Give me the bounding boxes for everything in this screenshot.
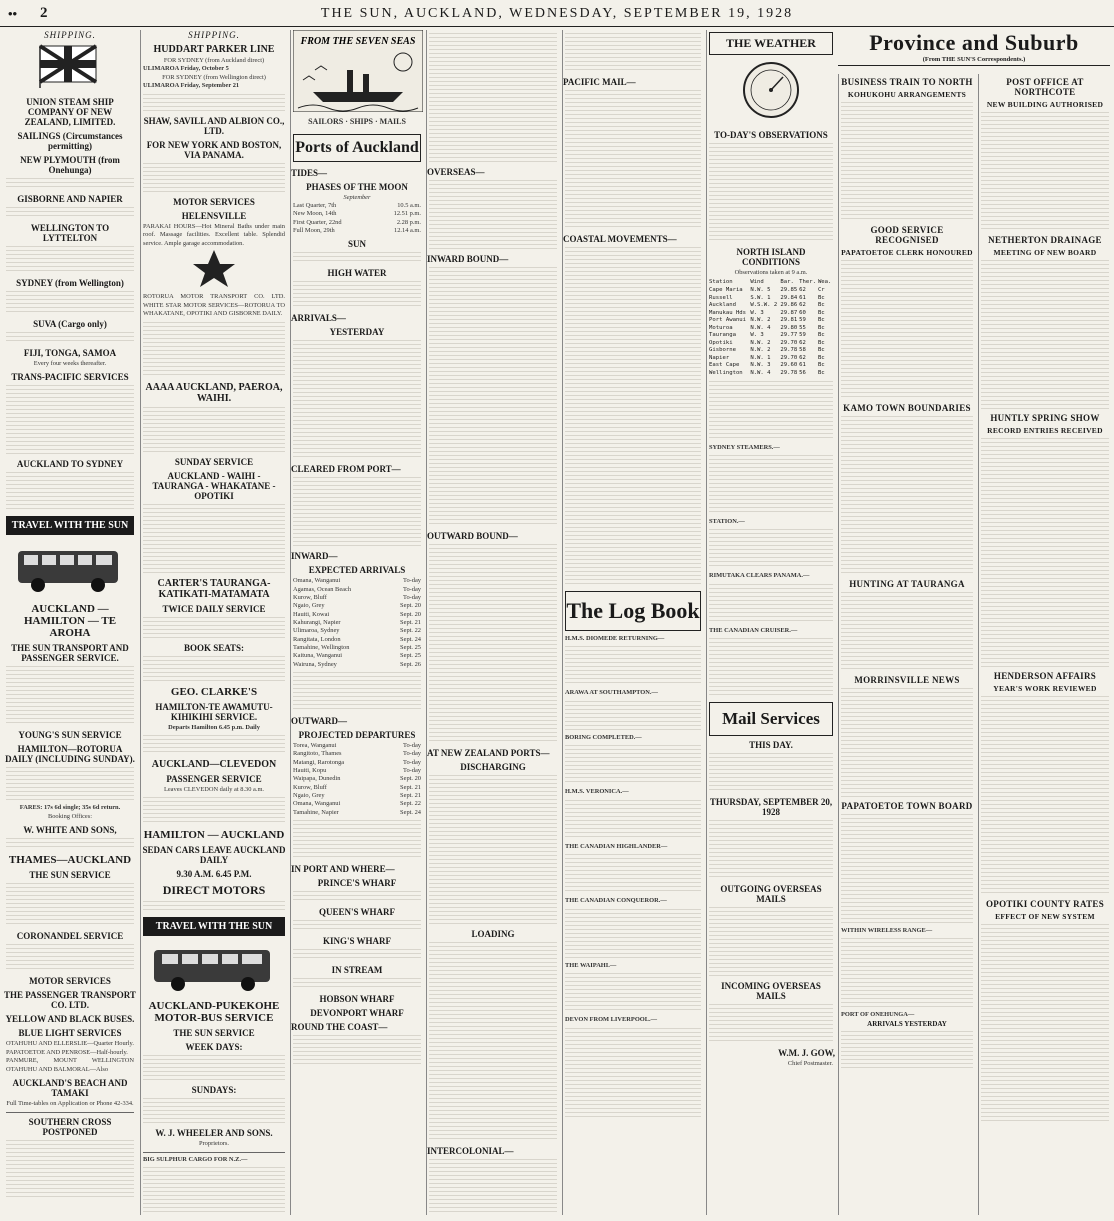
this-day-heading: THIS DAY.	[749, 740, 793, 751]
divider	[143, 1152, 285, 1153]
sun-transport-heading: THE SUN TRANSPORT AND PASSENGER SERVICE.	[11, 643, 129, 664]
discharging-heading: DISCHARGING	[460, 762, 526, 772]
phases-month: September	[343, 193, 371, 201]
text-block	[981, 260, 1109, 410]
clarke-heading: GEO. CLARKE'S	[170, 685, 258, 698]
henderson-heading: HENDERSON AFFAIRS	[993, 671, 1097, 681]
ny-boston-heading: FOR NEW YORK AND BOSTON, VIA PANAMA.	[146, 139, 282, 160]
text-block	[429, 33, 557, 163]
section-heading: SHIPPING.	[188, 30, 240, 40]
weather-row: Moturoa N.W. 4 29.80 55 Bc	[709, 324, 825, 331]
barometer-icon	[707, 59, 835, 121]
seven-seas-banner	[293, 30, 421, 128]
sundays-heading: SUNDAYS:	[191, 1085, 237, 1096]
white-star-icon	[141, 248, 287, 288]
ulimaroa-1: ULIMAROA Friday, October 5	[143, 65, 229, 73]
text-block	[565, 745, 701, 785]
text-block	[143, 656, 285, 682]
twice-daily-heading: TWICE DAILY SERVICE	[162, 603, 266, 614]
projected-row: Ngaio, Grey Sept. 21	[293, 791, 421, 799]
text-block	[565, 973, 701, 1013]
auckland-hamilton-route: AUCKLAND — HAMILTON — TE AROHA	[23, 603, 117, 640]
projected-row: Waipapa, Dunedin Sept. 20	[293, 775, 421, 783]
text-block	[709, 529, 833, 569]
expected-row: Rangitata, London Sept. 24	[293, 635, 421, 643]
text-block	[293, 340, 421, 460]
sydney-steamers-heading: SYDNEY STEAMERS.—	[709, 443, 780, 451]
post-office-heading: POST OFFICE AT NORTHCOTE	[1006, 77, 1084, 97]
helensville-heading: HELENSVILLE	[181, 210, 247, 221]
page-number: 2	[40, 5, 48, 21]
text-block	[143, 1055, 285, 1081]
column-4-overseas	[426, 30, 559, 1215]
wheeler-heading: W. J. WHEELER AND SONS.	[155, 1128, 273, 1139]
text-block	[293, 920, 421, 932]
cleared-heading: CLEARED FROM PORT—	[291, 464, 401, 475]
canadian-cruiser-heading: THE CANADIAN CRUISER.—	[709, 626, 798, 634]
station-heading: STATION.—	[709, 518, 745, 526]
text-block	[6, 944, 134, 972]
devon-heading: DEVON FROM LIVERPOOL.—	[565, 1016, 658, 1024]
text-block	[841, 592, 973, 672]
ports-heading: Ports of Auckland	[293, 134, 421, 162]
big-sulphur-heading: BIG SULPHUR CARGO FOR N.Z.—	[143, 1155, 248, 1163]
panmure-line: PANMURE, MOUNT WELLINGTON OTAHUHU AND BALMORAL—Also	[6, 1057, 134, 1073]
text-block	[565, 646, 701, 686]
text-block	[6, 1140, 134, 1200]
motor-services-heading: MOTOR SERVICES	[29, 976, 111, 987]
weather-row: Opotiki N.W. 2 29.70 62 Bc	[709, 339, 825, 346]
sedan-heading: SEDAN CARS LEAVE AUCKLAND DAILY	[142, 845, 286, 866]
sunday-service-heading: SUNDAY SERVICE	[174, 456, 254, 467]
weather-row: Cape Maria N.W. 5 29.85 62 Cr	[709, 287, 825, 293]
province-header	[838, 30, 1110, 66]
phase-row: Last Quarter, 7th 10.5 a.m.	[293, 202, 421, 209]
loading-heading: LOADING	[471, 929, 515, 939]
text-block	[293, 252, 421, 264]
projected-row: Matangi, Rarotonga To-day	[293, 758, 421, 766]
text-block	[6, 207, 134, 219]
effect-system-heading: EFFECT OF NEW SYSTEM	[995, 912, 1095, 921]
arawa-heading: ARAWA AT SOUTHAMPTON.—	[565, 689, 658, 697]
projected-row: Kurow, Bluff Sept. 21	[293, 783, 421, 791]
text-block	[143, 504, 285, 574]
travel-with-sun-banner: TRAVEL WITH THE SUN	[6, 516, 134, 535]
todays-observations-heading: TO-DAY'S OBSERVATIONS	[714, 130, 828, 140]
text-block	[6, 332, 134, 344]
ulimaroa-2: ULIMAROA Friday, September 21	[143, 82, 240, 90]
departs-line: Departs Hamilton 6.45 p.m. Daily	[168, 723, 260, 731]
new-plymouth-heading: NEW PLYMOUTH (from Onehunga)	[20, 155, 120, 175]
text-block	[841, 1031, 973, 1071]
sydney-heading: SYDNEY (from Wellington)	[16, 278, 124, 288]
text-block	[709, 753, 833, 793]
weather-row: Gisborne N.W. 2 29.78 58 Bc	[709, 347, 825, 354]
white-sons-heading: W. WHITE AND SONS,	[23, 825, 117, 836]
meeting-heading: MEETING OF NEW BOARD	[993, 248, 1097, 257]
good-service-heading: GOOD SERVICE RECOGNISED	[870, 225, 944, 245]
waipahi-heading: THE WAIPAHI.—	[565, 961, 617, 969]
veronica-heading: H.M.S. VERONICA.—	[565, 788, 629, 796]
text-block	[709, 455, 833, 515]
opotiki-heading: OPOTIKI COUNTY RATES	[985, 899, 1105, 909]
projected-row: Rangitoto, Thames To-day	[293, 750, 421, 758]
text-block	[293, 477, 421, 547]
logbook-heading: The Log Book	[565, 591, 701, 631]
projected-row: Omana, Wanganui Sept. 22	[293, 800, 421, 808]
seven-seas-title: FROM THE SEVEN SEAS	[300, 36, 416, 47]
text-block	[565, 90, 701, 230]
leaves-clevedon: Leaves CLEVEDON daily at 8.30 a.m.	[163, 785, 265, 793]
onehunga-heading: PORT OF ONEHUNGA—	[841, 1011, 915, 1019]
arrivals-heading: ARRIVALS—	[291, 313, 346, 324]
text-block	[6, 385, 134, 455]
weather-row: Port Awanui N.W. 2 29.81 59 Bc	[709, 317, 825, 324]
for-sydney-1: FOR SYDNEY (from Auckland direct)	[163, 57, 265, 64]
nz-ports-heading: AT NEW ZEALAND PORTS—	[427, 748, 550, 758]
expected-row: Kahurangi, Napier Sept. 21	[293, 618, 421, 626]
record-entries-heading: RECORD ENTRIES RECEIVED	[987, 426, 1103, 435]
hamilton-auckland-heading: HAMILTON — AUCKLAND	[143, 829, 285, 842]
text-block	[565, 701, 701, 731]
text-block	[293, 978, 421, 990]
weather-row: Russell S.W. 1 29.84 61 Bc	[709, 294, 825, 301]
text-block	[565, 247, 701, 587]
text-block	[293, 1035, 421, 1065]
carters-heading: CARTER'S TAURANGA-KATIKATI-MATAMATA	[157, 577, 271, 600]
text-block	[143, 94, 285, 112]
expected-row: Hauiti, Kowai Sept. 20	[293, 610, 421, 618]
tides-heading: TIDES—	[291, 167, 328, 178]
overseas-heading: OVERSEAS—	[427, 167, 485, 177]
timetables-line: Full Time-tables on Application or Phone 42-334.	[6, 1100, 134, 1108]
devonport-wharf-heading: DEVONPORT WHARF	[310, 1007, 404, 1018]
coromandel-heading: CORONANDEL SERVICE	[16, 931, 124, 942]
text-block	[143, 901, 285, 913]
text-block	[841, 814, 973, 924]
hamilton-rotorua-heading: HAMILTON—ROTORUA DAILY (INCLUDING SUNDAY).	[5, 744, 135, 765]
travel-with-sun-banner-2: TRAVEL WITH THE SUN	[143, 917, 285, 936]
suva-heading: SUVA (Cargo only)	[33, 319, 107, 329]
province-title: Province and Suburb	[869, 30, 1079, 55]
weather-row: Station Wind Bar. Ther. Wea.	[709, 279, 832, 286]
text-block	[429, 544, 557, 744]
text-block	[6, 291, 134, 315]
otahuhu-line: OTAHUHU AND ELLERSLIE—Quarter Hourly.	[6, 1040, 134, 1048]
text-block	[429, 775, 557, 925]
clevedon-heading: AUCKLAND—CLEVEDON	[151, 758, 277, 770]
for-sydney-2: FOR SYDNEY (from Wellington direct)	[162, 73, 266, 81]
sailings-heading: SAILINGS (Circumstances permitting)	[17, 131, 123, 151]
shaw-savill-heading: SHAW, SAVILL AND ALBION CO., LTD.	[143, 115, 285, 136]
masthead-dots: ••	[8, 6, 18, 21]
text-block	[981, 696, 1109, 896]
new-building-heading: NEW BUILDING AUTHORISED	[986, 100, 1104, 109]
pukekohe-heading: AUCKLAND-PUKEKOHE MOTOR-BUS SERVICE	[148, 1000, 280, 1025]
hamilton-awamutu-heading: HAMILTON-TE AWAMUTU-KIHIKIHI SERVICE.	[155, 701, 273, 722]
diomede-heading: H.M.S. DIOMEDE RETURNING—	[565, 635, 665, 642]
booking-offices: Booking Offices:	[47, 812, 93, 820]
text-block	[293, 820, 421, 860]
rotorua-transport-text: ROTORUA MOTOR TRANSPORT CO. LTD. WHITE STAR MOTOR SERVICES—ROTORUA TO WHAKATANE, OPOTIKI AND GISBORNE DAILY.	[143, 293, 285, 318]
outgoing-mails-heading: OUTGOING OVERSEAS MAILS	[720, 884, 822, 905]
text-block	[143, 797, 285, 825]
text-block	[565, 33, 701, 73]
expected-arrivals-heading: EXPECTED ARRIVALS	[308, 565, 406, 576]
weather-row: East Cape N.W. 3 29.60 61 Bc	[709, 362, 825, 369]
text-block	[709, 584, 833, 624]
hobson-wharf-heading: HOBSON WHARF	[319, 993, 395, 1004]
outward-heading: OUTWARD—	[291, 715, 348, 726]
text-block	[6, 767, 134, 801]
aaaa-heading: AAAA AUCKLAND, PAEROA, WAIHI.	[145, 381, 283, 404]
kamo-heading: KAMO TOWN BOUNDARIES	[843, 403, 971, 413]
expected-row: Ngaio, Grey Sept. 20	[293, 602, 421, 610]
expected-row: Ulimaroa, Sydney Sept. 22	[293, 627, 421, 635]
bus-illustration-2	[146, 940, 282, 996]
text-block	[143, 407, 285, 453]
text-block	[293, 281, 421, 309]
every-four-weeks: Every four weeks thereafter.	[33, 360, 107, 367]
direct-motors-heading: DIRECT MOTORS	[162, 883, 266, 898]
text-block	[841, 416, 973, 576]
conqueror-heading: THE CANADIAN CONQUEROR.—	[565, 897, 667, 905]
southern-cross-heading: SOUTHERN CROSS POSTPONED	[28, 1116, 112, 1137]
projected-row: Tamahine, Napier Sept. 24	[293, 808, 421, 816]
weather-row: Wellington N.W. 4 29.78 56 Bc	[709, 370, 825, 377]
text-block	[709, 907, 833, 977]
section-heading: SHIPPING.	[44, 30, 96, 40]
seven-seas-subtitle: SAILORS · SHIPS · MAILS	[308, 117, 406, 126]
auckland-sydney-heading: AUCKLAND TO SYDNEY	[16, 459, 124, 470]
pacific-mail-heading: PACIFIC MAIL—	[563, 77, 636, 87]
obs-time: Observations taken at 9 a.m.	[734, 269, 808, 276]
divider	[6, 1112, 134, 1113]
expected-row: Tamahine, Wellington Sept. 25	[293, 643, 421, 651]
text-block	[6, 838, 134, 850]
inward-bound-heading: INWARD BOUND—	[427, 254, 509, 264]
newspaper-title: THE SUN, AUCKLAND, WEDNESDAY, SEPTEMBER 19, 1928	[320, 6, 794, 21]
union-company-heading: UNION STEAM SHIP COMPANY OF NEW ZEALAND, LIMITED.	[24, 97, 116, 127]
princes-wharf-heading: PRINCE'S WHARF	[317, 877, 397, 888]
column-7-province	[838, 74, 975, 1215]
column-3-ports	[290, 30, 423, 1215]
text-block	[981, 438, 1109, 668]
text-block	[6, 472, 134, 512]
weather-row: Napier N.W. 1 29.70 62 Bc	[709, 354, 825, 361]
trans-pacific-heading: TRANS-PACIFIC SERVICES	[11, 372, 129, 383]
thames-auckland-heading: THAMES—AUCKLAND	[8, 854, 132, 867]
kohukohu-heading: KOHUKOHU ARRANGEMENTS	[847, 90, 967, 99]
projected-row: Toreа, Wanganui To-day	[293, 741, 421, 749]
weather-row: Auckland W.S.W. 2 29.86 62 Bc	[709, 302, 825, 309]
text-block	[143, 1167, 285, 1215]
high-water-heading: HIGH WATER	[327, 268, 387, 279]
expected-row: Kaituna, Wanganui Sept. 25	[293, 652, 421, 660]
parakai-text: PARAKAI HOURS—Hot Mineral Baths under main roof. Massage facilities. Excellent table. Splendid service. Ample garage accommodation.	[143, 222, 285, 247]
sedan-times: 9.30 A.M. 6.45 P.M.	[176, 869, 252, 880]
boring-heading: BORING COMPLETED.—	[565, 733, 642, 741]
fares-line: FARES: 17s 6d single; 35s 6d return.	[19, 804, 121, 812]
thames-sun-service: THE SUN SERVICE	[29, 870, 111, 881]
beach-heading: AUCKLAND'S BEACH AND TAMAKI	[12, 1078, 128, 1099]
text-block	[143, 163, 285, 193]
youngs-heading: YOUNG'S SUN SERVICE	[18, 730, 122, 741]
text-block	[143, 322, 285, 378]
text-block	[429, 267, 557, 527]
column-2-shipping	[140, 30, 287, 1215]
union-flag-icon	[4, 42, 132, 88]
expected-row: Kurow, Bluff To-day	[293, 593, 421, 601]
column-8-province	[978, 74, 1111, 1215]
papatoetoe-line: PAPATOETOE AND PENROSE—Half-hourly.	[6, 1048, 128, 1056]
province-subtitle: (From THE SUN'S Correspondents.)	[922, 56, 1026, 63]
projected-departures-heading: PROJECTED DEPARTURES	[298, 729, 416, 740]
text-block	[429, 180, 557, 250]
huntly-heading: HUNTLY SPRING SHOW	[990, 413, 1100, 423]
text-block	[293, 949, 421, 961]
north-island-heading: NORTH ISLAND CONDITIONS	[736, 247, 806, 267]
book-seats-heading: BOOK SEATS:	[183, 642, 245, 653]
text-block	[709, 638, 833, 698]
huddart-heading: HUDDART PARKER LINE	[153, 44, 275, 55]
inward-heading: INWARD—	[291, 551, 338, 562]
kings-wharf-heading: KING'S WHARF	[322, 935, 392, 946]
ship-illustration	[293, 30, 423, 112]
wellington-heading: WELLINGTON TO LYTTELTON	[30, 223, 110, 243]
papatoetoe-clerk-heading: PAPATOETOE CLERK HONOURED	[841, 248, 973, 257]
phase-row: First Quarter, 22nd 2.28 p.m.	[293, 218, 421, 226]
week-days-heading: WEEK DAYS:	[185, 1042, 243, 1053]
yellow-black-heading: YELLOW AND BLACK BUSES.	[5, 1014, 135, 1025]
text-block	[565, 909, 701, 959]
column-1-shipping	[4, 30, 136, 1215]
text-block	[841, 938, 973, 1008]
years-work-heading: YEAR'S WORK REVIEWED	[993, 684, 1097, 693]
pukekohe-sun-service: THE SUN SERVICE	[173, 1028, 255, 1039]
hunting-heading: HUNTING AT TAURANGA	[849, 579, 965, 589]
morrinsville-heading: MORRINSVILLE NEWS	[854, 675, 960, 685]
intercolonial-heading: INTERCOLONIAL—	[427, 1146, 514, 1156]
round-coast-heading: ROUND THE COAST—	[291, 1021, 388, 1032]
phase-row: New Moon, 14th 12.51 p.m.	[293, 210, 421, 218]
text-block	[293, 891, 421, 903]
queens-wharf-heading: QUEEN'S WHARF	[318, 906, 396, 917]
text-block	[293, 672, 421, 712]
expected-row: Omana, Wanganui To-day	[293, 577, 421, 585]
text-block	[841, 102, 973, 222]
blue-light-heading: BLUE LIGHT SERVICES	[18, 1028, 122, 1039]
yesterday-heading: YESTERDAY	[329, 327, 385, 338]
passenger-transport-heading: THE PASSENGER TRANSPORT CO. LTD.	[4, 990, 136, 1011]
weather-table	[709, 279, 833, 377]
waihi-route-heading: AUCKLAND - WAIHI - TAURANGA - WHAKATANE - OPOTIKI	[152, 470, 276, 501]
incoming-mails-heading: INCOMING OVERSEAS MAILS	[721, 981, 821, 1002]
text-block	[429, 1159, 557, 1215]
in-port-heading: IN PORT AND WHERE—	[291, 863, 395, 874]
text-block	[709, 820, 833, 880]
thursday-heading: THURSDAY, SEPTEMBER 20, 1928	[709, 797, 833, 818]
papatoetoe-board-heading: PAPATOETOE TOWN BOARD	[841, 801, 973, 811]
text-block	[709, 381, 833, 441]
text-block	[6, 666, 134, 726]
netherton-heading: NETHERTON DRAINAGE	[988, 235, 1102, 245]
phases-heading: PHASES OF THE MOON	[306, 181, 408, 192]
business-train-heading: BUSINESS TRAIN TO NORTH	[841, 77, 973, 87]
phase-row: Full Moon, 29th 12.14 a.m.	[293, 226, 421, 234]
coastal-heading: COASTAL MOVEMENTS—	[563, 234, 677, 244]
weather-heading: THE WEATHER	[709, 32, 833, 55]
text-block	[841, 688, 973, 798]
sun-heading: SUN	[347, 239, 366, 250]
outward-bound-heading: OUTWARD BOUND—	[427, 531, 518, 541]
text-block	[565, 854, 701, 894]
in-stream-heading: IN STREAM	[331, 964, 383, 975]
signature-title: Chief Postmaster.	[787, 1060, 833, 1068]
expected-row: Wairuna, Sydney Sept. 26	[293, 660, 421, 668]
mail-services-heading: Mail Services	[709, 702, 833, 736]
fiji-heading: FIJI, TONGA, SAMOA	[23, 348, 117, 358]
wireless-heading: WITHIN WIRELESS RANGE—	[841, 927, 933, 934]
text-block	[981, 112, 1109, 232]
bus-illustration	[10, 539, 130, 599]
column-5-mail	[562, 30, 703, 1215]
text-block	[709, 1004, 833, 1044]
gisborne-heading: GISBORNE AND NAPIER	[17, 194, 123, 204]
arrivals-yesterday-heading: ARRIVALS YESTERDAY	[867, 1019, 947, 1028]
rimutaka-heading: RIMUTAKA CLEARS PANAMA.—	[709, 572, 810, 580]
weather-row: Manukau Hds W. 3 29.87 60 Bc	[709, 309, 825, 316]
column-6-weather	[706, 30, 835, 1215]
text-block	[6, 178, 134, 190]
text-block	[143, 735, 285, 755]
text-block	[6, 883, 134, 927]
text-block	[981, 924, 1109, 1124]
text-block	[709, 143, 833, 243]
motor-services-heading: MOTOR SERVICES	[173, 196, 255, 207]
text-block	[841, 260, 973, 400]
text-block	[6, 246, 134, 274]
text-block	[429, 942, 557, 1142]
signature-name: W.M. J. GOW,	[778, 1048, 835, 1059]
passenger-service-heading: PASSENGER SERVICE	[166, 773, 262, 784]
weather-row: Tauranga W. 3 29.77 59 Bc	[709, 332, 825, 339]
text-block	[143, 1098, 285, 1124]
highlander-heading: THE CANADIAN HIGHLANDER—	[565, 842, 668, 850]
text-block	[565, 800, 701, 840]
text-block	[143, 617, 285, 639]
expected-row: Agamas, Ocean Beach To-day	[293, 585, 421, 593]
text-block	[565, 1028, 701, 1118]
projected-row: Hauiti, Kopu To-day	[293, 766, 421, 774]
masthead	[0, 0, 1114, 27]
proprietors-line: Proprietors.	[199, 1140, 229, 1148]
